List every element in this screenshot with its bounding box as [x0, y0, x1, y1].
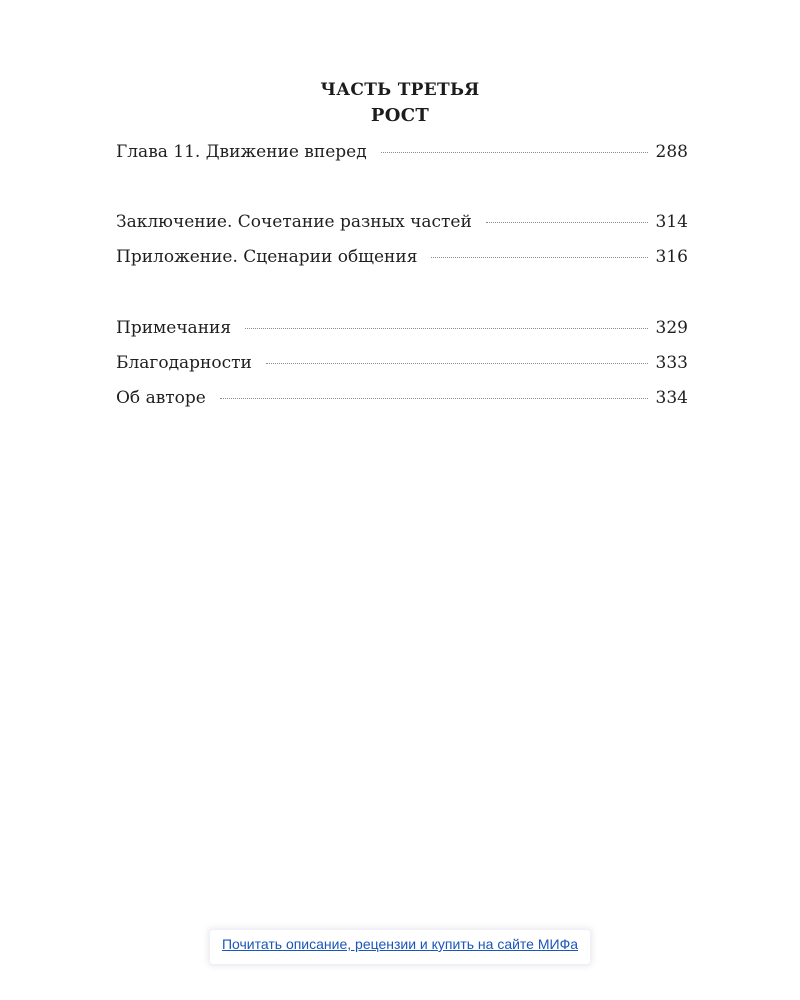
- toc-entry-page: 329: [655, 318, 688, 338]
- toc-entry-appendix: [116, 245, 688, 269]
- dot-leader: [431, 257, 647, 258]
- toc-entry-page: 333: [655, 353, 688, 373]
- toc-entry-label: Глава 11. Движение вперед: [116, 142, 367, 162]
- footer: [0, 930, 800, 964]
- toc-entry-label: Примечания: [116, 318, 232, 338]
- dot-leader: [381, 152, 648, 153]
- dot-leader: [245, 328, 647, 329]
- toc-entry-label: Об авторе: [116, 388, 206, 408]
- toc-entry-notes: [116, 316, 688, 340]
- toc-entry-about-author: [116, 386, 688, 410]
- toc-entry-page: 314: [655, 212, 688, 232]
- toc-entry-conclusion: [116, 210, 688, 234]
- dot-leader: [220, 398, 648, 399]
- toc-entry-page: 334: [655, 388, 688, 408]
- toc-entry-label: Приложение. Сценарии общения: [116, 247, 418, 267]
- toc-entry-page: 288: [655, 142, 688, 162]
- dot-leader: [486, 222, 648, 223]
- toc-entry-label: Благодарности: [116, 353, 252, 373]
- part-kicker: ЧАСТЬ ТРЕТЬЯ: [320, 80, 480, 100]
- publisher-site-link[interactable]: Почитать описание, рецензии и купить на сайте МИФа: [210, 930, 590, 964]
- part-title: РОСТ: [370, 105, 430, 126]
- toc-entry-acknowledgements: [116, 351, 688, 375]
- toc-entry-chapter-11: [116, 140, 688, 164]
- toc-entry-page: 316: [655, 247, 688, 267]
- toc-entry-label: Заключение. Сочетание разных частей: [116, 212, 472, 232]
- dot-leader: [266, 363, 648, 364]
